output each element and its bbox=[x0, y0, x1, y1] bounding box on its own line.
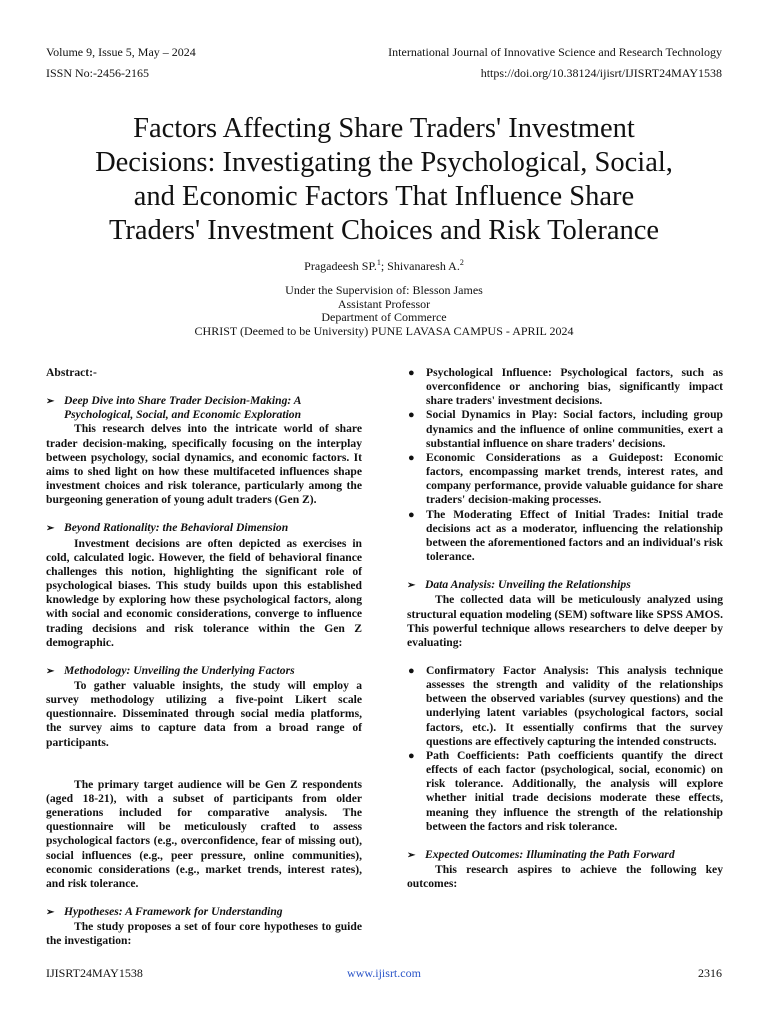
body-paragraph: Investment decisions are often depicted as exercises in cold, calculated logic. However, the field of behavioral finance challenges this notion, highlighting the significant role of psychological biases. This study builds upon this established knowledge by exploring how these psychological factors, along with social and economic considerations, converge to influence trading decisions and risk tolerance within the Gen Z demographic. bbox=[46, 536, 362, 649]
journal-name: International Journal of Innovative Science and Research Technology bbox=[388, 45, 722, 59]
title-line: and Economic Factors That Influence Share bbox=[133, 181, 635, 213]
bullet-dot-icon: ● bbox=[408, 749, 415, 762]
arrow-bullet-icon: ➢ bbox=[46, 907, 55, 918]
left-column bbox=[46, 366, 362, 948]
author-affil-mark: 1 bbox=[376, 258, 381, 267]
footer-site bbox=[0, 966, 768, 980]
arrow-bullet-icon: ➢ bbox=[46, 665, 55, 677]
title-line: Factors Affecting Share Traders' Investment bbox=[133, 113, 635, 145]
hypotheses-list bbox=[407, 366, 723, 564]
page-number: 2316 bbox=[698, 966, 722, 980]
bullet-dot-icon: ● bbox=[408, 664, 415, 677]
section-heading: ➢ Deep Dive into Share Trader Decision-Making: A Psychological, Social, and Economic Exploration bbox=[46, 394, 302, 422]
section-heading: ➢ Beyond Rationality: the Behavioral Dimension bbox=[46, 521, 362, 536]
analysis-list bbox=[407, 664, 723, 834]
author-name: Shivanaresh A. bbox=[387, 259, 460, 273]
footer-article-code: IJISRT24MAY1538 bbox=[46, 966, 143, 980]
body-paragraph: The study proposes a set of four core hypotheses to guide the investigation: bbox=[46, 920, 362, 948]
arrow-bullet-icon: ➢ bbox=[407, 849, 416, 861]
section-heading: ➢ Expected Outcomes: Illuminating the Path Forward bbox=[407, 848, 723, 863]
abstract-label: Abstract:- bbox=[46, 366, 97, 379]
section-heading: ➢ Data Analysis: Unveiling the Relationships bbox=[407, 578, 723, 593]
paper-title bbox=[30, 112, 738, 248]
author-list bbox=[0, 256, 768, 273]
arrow-bullet-icon: ➢ bbox=[407, 580, 416, 592]
list-item: ● Psychological Influence: Psychological factors, such as overconfidence or anchoring bias, significantly impact share traders' investment decisions. bbox=[408, 366, 723, 408]
body-paragraph: The collected data will be meticulously analyzed using structural equation modeling (SEM) software like SPSS AMOS. This powerful technique allows researchers to delve deeper by evaluating: bbox=[407, 593, 723, 649]
author-separator: ; bbox=[380, 259, 388, 273]
doi-link[interactable]: https://doi.org/10.38124/ijisrt/IJISRT24MAY1538 bbox=[480, 66, 722, 80]
affiliation-block bbox=[0, 284, 768, 338]
body-paragraph: The primary target audience will be Gen Z respondents (aged 18-21), with a subset of participants from older generations included for comparative analysis. The questionnaire will be meticulously crafted to assess psychological factors (e.g., overconfidence, fear of missing out), social influences (e.g., peer pressure, online communities), economic considerations (e.g., market trends, interest rates), and risk tolerance. bbox=[46, 777, 362, 890]
arrow-bullet-icon: ➢ bbox=[46, 396, 55, 408]
section-heading: ➢ Methodology: Unveiling the Underlying Factors bbox=[46, 664, 362, 679]
issn: ISSN No:-2456-2165 bbox=[46, 66, 150, 80]
body-paragraph: This research delves into the intricate world of share trader decision-making, specifically focusing on the interplay between psychology, social dynamics, and economic factors. It aims to shed light on how these multifaceted influences shape investment choices and risk tolerance, particularly among the burgeoning generation of young adult traders (Gen Z). bbox=[46, 422, 362, 507]
list-item: ● The Moderating Effect of Initial Trades: Initial trade decisions act as a moderator, influencing the relationship between the aforementioned factors and an individual's risk tolerance. bbox=[408, 507, 723, 564]
list-item: ● Path Coefficients: Path coefficients quantify the direct effects of each factor (psychological, social, economic) on risk tolerance. Additionally, the analysis will explore whether initial trade decisions moderate these effects, meaning they influence the strength of the relationship between the factors and risk tolerance. bbox=[408, 748, 723, 833]
bullet-dot-icon: ● bbox=[408, 409, 415, 422]
affiliation-line: Department of Commerce bbox=[321, 310, 447, 324]
list-item: ● Social Dynamics in Play: Social factors, including group dynamics and the influence of online communities, exert a substantial influence on share traders' decisions. bbox=[408, 408, 723, 450]
arrow-bullet-icon: ➢ bbox=[46, 523, 55, 535]
body-paragraph: To gather valuable insights, the study will employ a survey methodology utilizing a five-point Likert scale questionnaire. Disseminated through social media platforms, the survey aims to capture data from a broad range of participants. bbox=[46, 678, 362, 749]
author-affil-mark: 2 bbox=[459, 258, 464, 267]
bullet-dot-icon: ● bbox=[408, 451, 415, 464]
bullet-dot-icon: ● bbox=[408, 367, 415, 379]
section-heading: ➢ Hypotheses: A Framework for Understanding bbox=[46, 905, 362, 920]
list-item: ● Economic Considerations as a Guidepost: Economic factors, encompassing market trends, interest rates, and company performance, provide valuable guidance for share traders' decision-making processes. bbox=[408, 450, 723, 507]
journal-website-link[interactable]: www.ijisrt.com bbox=[347, 966, 421, 980]
right-column bbox=[407, 366, 723, 891]
affiliation-line: Assistant Professor bbox=[337, 296, 431, 311]
volume-info: Volume 9, Issue 5, May – 2024 bbox=[46, 45, 196, 59]
author-name: Pragadeesh SP. bbox=[304, 259, 377, 273]
affiliation-line: Under the Supervision of: Blesson James bbox=[285, 283, 483, 297]
affiliation-line: CHRIST (Deemed to be University) PUNE LAVASA CAMPUS - APRIL 2024 bbox=[194, 323, 574, 338]
title-line: Traders' Investment Choices and Risk Tolerance bbox=[108, 215, 660, 247]
title-line: Decisions: Investigating the Psychological, Social, bbox=[95, 147, 673, 179]
list-item: ● Confirmatory Factor Analysis: This analysis technique assesses the strength and validity of the relationships between the observed variables (survey questions) and the underlying latent variables (psychological factors, social factors, etc.). It essentially confirms that the survey questions are effectively capturing the intended constructs. bbox=[408, 663, 723, 748]
body-paragraph: This research aspires to achieve the following key outcomes: bbox=[407, 863, 723, 891]
bullet-dot-icon: ● bbox=[408, 508, 415, 521]
